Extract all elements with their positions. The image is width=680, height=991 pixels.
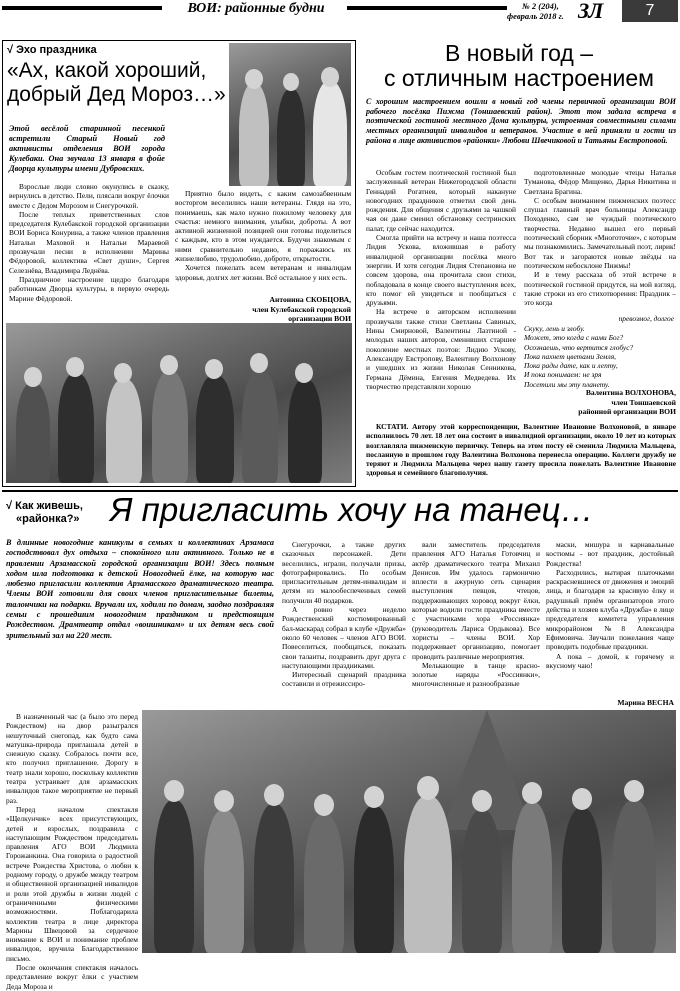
paragraph: После окончания спектакля началось представление вокруг ёлки с участием Деда Мороза и: [6, 963, 138, 991]
paragraph: А пока – домой, к горячему и вкусному чаю!: [546, 651, 674, 670]
section-title: ВОИ: районные будни: [187, 1, 325, 16]
signature-org: организации ВОИ: [288, 314, 351, 323]
paragraph: В назначенный час (а было это перед Рождеством) на двор разыгрался нешуточный снегопад, как будто сама матушка-природа приглашала детей в снежную сказку. Собралось почти все, кто получил приглашение. Дорогу в театр знали хорошо, поскольку коллектив театра устраивает для арзамасских инвалидов такое мероприятие не первый раз.: [6, 712, 138, 805]
paragraph: вали заместитель председателя правления АГО Наталья Готовчиц и актёр драматического театра Михаил Денисов. Им удалось гармонично вплести в ажурную сеть сценария выступления певцов, чтецов, поддерживающих хоровод вокруг ёлки, которые водили гости праздника вместе с участниками хора «Россиянка» (руководитель Лариса Ордыкова). Все хористы – члены ВОИ. Хор поддерживает организацию, помогает проводить различные мероприятия.: [412, 540, 540, 661]
issue-number: № 2 (204),: [522, 1, 559, 11]
paragraph: Расходились, вытирая платочками раскрасневшиеся от движения и эмоций лица, и благодаря за красивую ёлку и радушный приём организаторов этого действа и хозяев клуба «Дружба» в лице председателя комитета управления микрорайоном №8 Александра Ефимовича. Звучали пожелания чаще проводить подобные праздники.: [546, 567, 674, 652]
article-title: «Ах, какой хороший, добрый Дед Мороз…»: [7, 59, 226, 106]
photo-ded-moroz: [229, 43, 351, 186]
header-rule: [2, 6, 162, 10]
article-col-1: [9, 182, 169, 303]
paragraph: А ровно через неделю Рождественский костюмированный бал-маскарад собрал в клубе «Дружба» около 60 человек – членов АГО ВОИ. Повеселиться, пообщаться, показать свои таланты, поздравить друг друга с наступающими праздниками.: [282, 605, 406, 670]
paragraph: Интересный сценарий праздника составили и отрежиссиро-: [282, 670, 406, 689]
poem-line: Осознаешь, что вертится глобус?: [524, 342, 634, 352]
paragraph: Особым гостем поэтической гостиной был заслуженный ветеран Нижегородской области Геннадий Рогатнев, который накануне новогодних праздников отметил свой день рождения. Для общения с друзьями за чашкой чая он даже сменил обстановку сестринских палат, где сейчас находится.: [366, 168, 516, 233]
signature-name: Антонина СКОБЦОВА,: [269, 295, 351, 304]
signature-name: Валентина ВОЛХОНОВА,: [585, 388, 676, 397]
paragraph: И в тему рассказа об этой встрече в поэтической гостиной придутся, на мой взгляд, такие строки из его стихотворения: Праздник – это когда: [524, 270, 676, 308]
header-rule: [347, 6, 507, 10]
article-col-2: [175, 189, 351, 282]
poem: [524, 324, 676, 389]
article-col-2: [524, 168, 676, 307]
article-lead: С хорошим настроением вошли в новый год члены первичной организации ВОИ рабочего посёлка Пижма (Тоншаевский район). Этот тон задала встреча в поэтической гостиной местного Дома культуры, устроенная совместными силами местных организаций инвалидов и ветеранов. Участие в ней приняли и гости из района в лице активистов «районки» Любови Швечиковой и Татьяны Евстроповой.: [366, 97, 676, 145]
signature-org: районной организации ВОИ: [578, 407, 676, 416]
article-lead: В длинные новогодние каникулы в семьях и коллективах Арзамаса господствовал дух отдыха – спокойного или активного. Только не в правлении Арзамасской городской организации ВОИ! Здесь полным ходом шла подготовка к детской Новогодней ёлке, на которую нас любезно пригласили коллектив Арзамасского драматического театра. Члены ВОИ готовили для своих членов пригласительные билеты, талончики на подарки. Вручали их, ходили по домам, заодно поздравляя семьи с прошедшим новогодним праздником и предстоящим Рождеством. Драмтеатр отдал «воишникам» и их детям весь свой зрительный зал на 220 мест.: [6, 538, 274, 640]
article-title-line2: с отличным настроением: [384, 65, 654, 91]
paragraph: подготовленные молодые чтецы Наталья Туманова, Фёдор Мищенко, Дарья Никитина и Светлана Брагина.: [524, 168, 676, 196]
paragraph: После теплых приветственных слов председателя Кулебакской городской организации ВОИ Бориса Конурина, а также членов правления Натальи Маховой и Натальи Мараевой прозвучали песни в исполнении Марины Фёдоровой, коллектива «Свет души», Сергея Селезнёва, Владимира Леднёва.: [9, 209, 169, 275]
page-number: 7: [645, 2, 655, 19]
article-left-col: [6, 712, 138, 991]
paragraph: маски, мишура и карнавальные костюмы - вот праздник, достойный Рождества!: [546, 540, 674, 568]
paragraph: С особым вниманием пижменских поэтесс слушал главный врач больницы Александр Походенко, сам не чуждый поэтического творчества. Недавно вышел его первый поэтический сборник «Многоточие», с которым мы познакомились. Замечательный поэт, лирик! Вот так и загораются новые звёзды на поэтическом небосклоне Пижмы!: [524, 195, 676, 270]
article-col-1: [366, 168, 516, 391]
paragraph: Хочется пожелать всем ветеранам и инвалидам здоровья, долгих лет жизни. Всё остальное у них есть.: [175, 263, 351, 282]
article-col-a: [282, 540, 406, 689]
poem-line: Пока пахнет цветами Земля,: [524, 351, 616, 361]
article-col-c: [546, 540, 674, 670]
article-signature: [524, 388, 676, 417]
paragraph: Приятно было видеть, с каким самозабвенным восторгом веселились наши ветераны. Глядя на это, понимаешь, как мало нужно пожилому человеку для счастья: немного внимания, улыбки, доброты. А вот активной жизненной позицией они готовы поделиться с каждым, кто в этом нуждается. Будучи знакомым с ними сравнительно недавно, я поражаюсь их жизнелюбию, трудолюбию, доброте, открытости.: [175, 189, 351, 264]
article-signature: [175, 295, 351, 324]
newspaper-logo: ЗЛ: [578, 0, 603, 23]
issue-date: февраль 2018 г.: [507, 11, 564, 21]
poem-line: Пока рады дате, как и лепту,: [524, 361, 618, 371]
signature-role: член Кулебакской городской: [252, 304, 351, 314]
poem-line: Посетили мы эту планету.: [524, 379, 610, 389]
paragraph: Снегурочки, а также других сказочных персонажей. Дети веселились, играли, получали призы, фотографировались. По особым пригласительным детям-инвалидам и детям из малообеспеченных семей получили 40 подарков.: [282, 540, 406, 605]
poem-line: Может, это когда с нами Бог?: [524, 333, 624, 343]
article-dance: [2, 491, 678, 991]
article-title: Я пригласить хочу на танец…: [110, 491, 594, 528]
paragraph: Мелькающие в танце красно-золотые наряды «Россиянки», многочисленные и разнообразные: [412, 660, 540, 689]
poem-line: Скуку, лень и злобу.: [524, 324, 585, 333]
paragraph: На встрече в авторском исполнении прозвучали также стихи Светланы Савиных, Нины Смирновой, Валентины Лазтиной - молодых наших авторов, сменивших старшее поколение местных поэтов: Лидию Ускову, Александру Евстропову, Валентину Волхонову и ушедших из жизни Николая Сенникова, Германа Дёмина, Евгения Медведева. Их творчество представляли хорошо: [366, 307, 516, 391]
paragraph: Взрослые люди словно окунулись в сказку, вернулись в детство. Пели, плясали вокруг ёлочки вместе с Дедом Морозом и Снегурочкой.: [9, 182, 169, 210]
rubric: √ Эхо праздника: [7, 44, 97, 56]
page-header: [2, 2, 678, 24]
poem-line: И пока понимаем: не зря: [524, 370, 602, 380]
article-col-b: [412, 540, 540, 689]
rubric-line2: «районка?»: [16, 513, 80, 525]
signature-role: член Тоншаевской: [611, 397, 676, 407]
rubric-line1: √ Как живешь,: [6, 500, 83, 512]
paragraph: Смогла прийти на встречу и наша поэтесса Лидия Ускова, вложившая в работу инвалидной организации посёлка много энергии. И хотя сегодня Лидия Степановна не совсем здорова, она прочитала свои стихи, побладовала в конце своего выступления всех, кто помог ей увидеться и пообщаться с друзьями.: [366, 233, 516, 308]
poem-note: превозмог, долгое: [618, 314, 674, 323]
article-new-year: [360, 40, 678, 485]
paragraph: Праздничное настроение щедро благодаря работникам Дворца культуры, в первую очередь Марине Фёдоровой.: [9, 274, 169, 303]
article-ded-moroz: [2, 40, 356, 487]
article-lead: Этой весёлой старинной песенкой встретили Старый Новый год активисты отделения ВОИ города Кулебаки. Она звучала 13 января в фойе Дворца культуры имени Дубровских.: [9, 124, 165, 173]
photo-christmas-ball: [142, 710, 676, 953]
paragraph: Перед началом спектакля «Щелкунчик» всех присутствующих, детей и взрослых, поздравила с наступающим Рождеством председатель правления АГО ВОИ Людмила Горожанкина. Она говорила о радостной встрече Рождества Христова, о любви к родному городу, о дружбе между театром и общественной организацией инвалидов и роли этой дружбы в жизни людей с ограниченными физическими возможностями. Поблагодарила коллектив театра в лице директора Марины Швецовой за сердечное внимание к ВОИ и понимание проблем инвалидов, вручила Благодарственное письмо.: [6, 804, 138, 963]
article-signature: Марина ВЕСНА: [617, 698, 674, 707]
photo-group-kulebaki: [6, 323, 352, 483]
article-title-line1: В новый год –: [445, 40, 593, 66]
article-note: КСТАТИ. Автору этой корреспонденции, Валентине Ивановне Волхоновой, в январе исполнилось 70 лет. 18 лет она состоит в инвалидной организации, около 10 лет из которых возглавляла пижменскую первичку. Теперь на этом посту её сменила Людмила Мальцева, посланную в прошлом году Валентина Волхонова перенесла операцию. Коллеги дружбу не теряют и Людмила Мальцева через нашу газету просила пожелать Валентине Ивановне здоровья и семейного благополучия.: [366, 422, 676, 478]
